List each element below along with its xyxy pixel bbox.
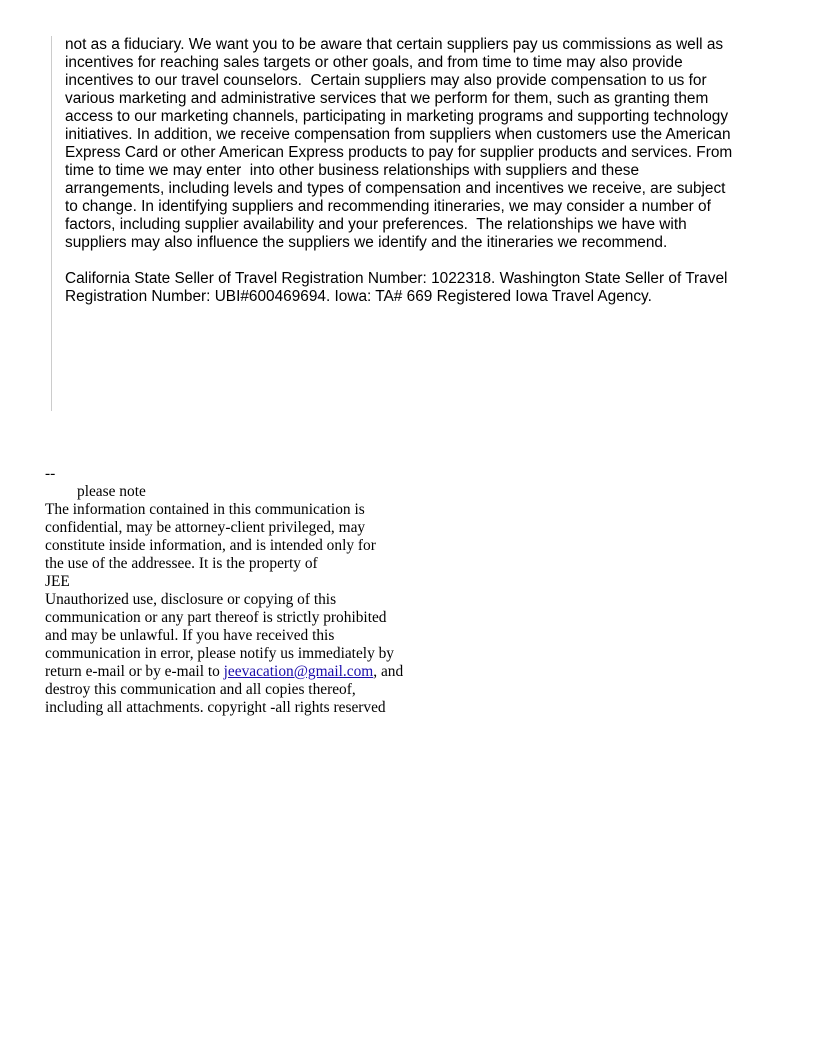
- disclaimer-line: including all attachments. copyright -all rights reserved: [45, 699, 386, 716]
- text-line: Registration Number: UBI#600469694. Iowa: TA# 669 Registered Iowa Travel Agency.: [65, 288, 652, 305]
- email-link[interactable]: jeevacation@gmail.com: [223, 663, 374, 680]
- owner-name: JEE: [45, 573, 70, 590]
- text-line: suppliers may also influence the suppliers we identify and the itineraries we recommend.: [65, 234, 668, 251]
- registration-paragraph: [65, 270, 764, 306]
- text-line: incentives to our travel counselors. Certain suppliers may also provide compensation to us for: [65, 72, 707, 89]
- disclaimer-line: destroy this communication and all copies thereof,: [45, 681, 356, 698]
- quoted-message: [51, 36, 763, 411]
- disclaimer-line: communication in error, please notify us immediately by: [45, 645, 395, 662]
- text-line: California State Seller of Travel Registration Number: 1022318. Washington State Seller of Travel: [65, 270, 728, 287]
- disclaimer-line: and may be unlawful. If you have received this: [45, 627, 335, 644]
- disclaimer-line: communication or any part thereof is strictly prohibited: [45, 609, 387, 626]
- disclaimer-line: Unauthorized use, disclosure or copying of this: [45, 591, 337, 608]
- disclaimer-line: confidential, may be attorney-client privileged, may: [45, 519, 366, 536]
- text-line: time to time we may enter into other business relationships with suppliers and these: [65, 162, 640, 179]
- text-line: Express Card or other American Express products to pay for supplier products and services. From: [65, 144, 733, 161]
- paragraph-gap: [65, 252, 764, 270]
- disclaimer-line: the use of the addressee. It is the property of: [45, 555, 318, 572]
- email-signature: [45, 465, 465, 717]
- text-line: incentives for reaching sales targets or other goals, and from time to time may also provide: [65, 54, 683, 71]
- text-line: to change. In identifying suppliers and recommending itineraries, we may consider a number of: [65, 198, 711, 215]
- disclaimer-line: constitute inside information, and is intended only for: [45, 537, 376, 554]
- fiduciary-disclosure-paragraph: [65, 36, 764, 252]
- text-line: various marketing and administrative services that we perform for them, such as granting them: [65, 90, 709, 107]
- quoted-message-body: [65, 36, 764, 306]
- email-line-suffix: , and: [373, 663, 404, 680]
- text-line: initiatives. In addition, we receive compensation from suppliers when customers use the American: [65, 126, 731, 143]
- signature-separator: --: [45, 465, 56, 482]
- disclaimer-line: The information contained in this communication is: [45, 501, 365, 518]
- email-contact-line: [45, 663, 465, 681]
- email-line-prefix: return e-mail or by e-mail to: [45, 663, 224, 680]
- text-line: arrangements, including levels and types of compensation and incentives we receive, are subject: [65, 180, 726, 197]
- text-line: not as a fiduciary. We want you to be aware that certain suppliers pay us commissions as well as: [65, 36, 724, 53]
- please-note-label: please note: [77, 483, 146, 500]
- text-line: factors, including supplier availability and your preferences. The relationships we have with: [65, 216, 687, 233]
- text-line: access to our marketing channels, participating in marketing programs and supporting technology: [65, 108, 729, 125]
